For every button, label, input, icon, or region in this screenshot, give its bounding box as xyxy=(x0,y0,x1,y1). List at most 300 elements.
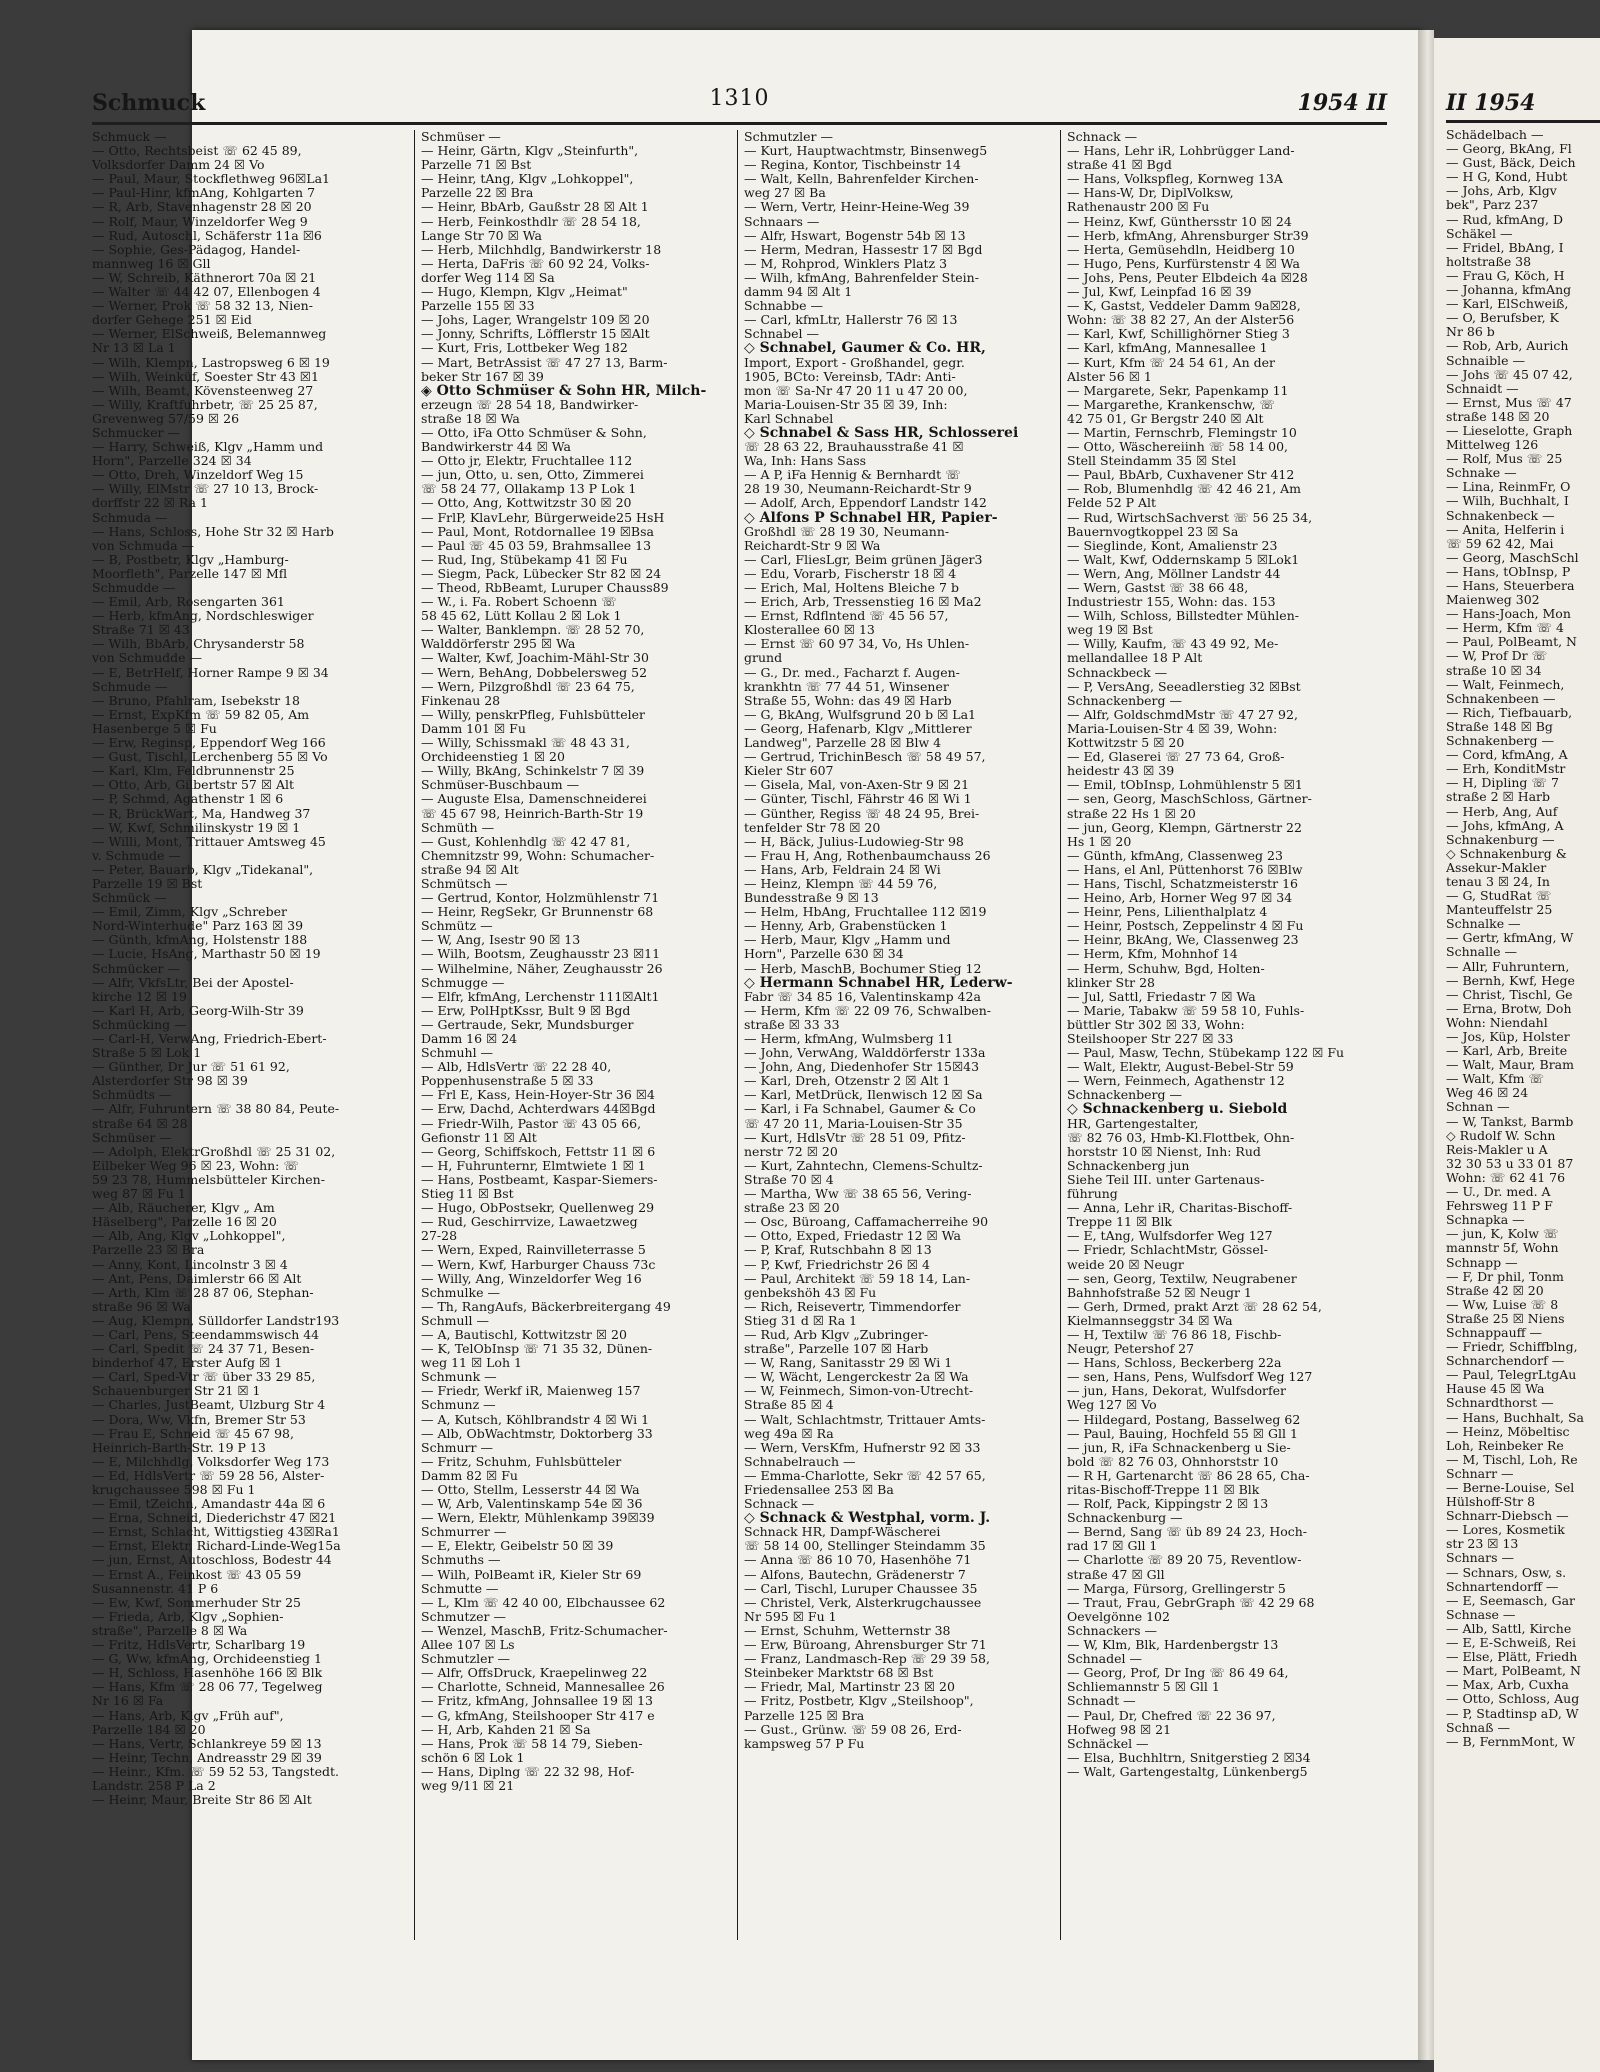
directory-entry-line: Parzelle 19 ☒ Bst xyxy=(92,876,203,891)
directory-entry-line: — Aug, Klempn, Sülldorfer Landstr193 xyxy=(92,1313,340,1328)
directory-entry-line: — Willy, Ang, Winzeldorfer Weg 16 xyxy=(421,1271,642,1286)
adjacent-entry-line: — Bernh, Kwf, Hege xyxy=(1446,973,1575,988)
directory-entry-line: ◇ Schnabel, Gaumer & Co. HR, xyxy=(744,341,986,356)
directory-entry-line: — Wilh, Weinküf, Soester Str 43 ☒1 xyxy=(92,369,319,384)
directory-entry-line: — Sophie, Ges-Pädagog, Handel- xyxy=(92,242,301,257)
directory-entry-line: Schmücker — xyxy=(92,961,180,976)
directory-entry-line: — Herb, Maur, Klgv „Hamm und xyxy=(744,933,951,948)
directory-entry-line: — Ernst A., Feinkost ☏ 43 05 59 xyxy=(92,1567,302,1582)
directory-entry-line: — Auguste Elsa, Damenschneiderei xyxy=(421,792,647,807)
adjacent-entry-line: — Jos, Küp, Holster xyxy=(1446,1030,1570,1044)
directory-entry-line: ◇ Hermann Schnabel HR, Lederw- xyxy=(744,975,1013,990)
directory-entry-line: Schmutzler — xyxy=(421,1652,510,1667)
directory-entry-line: krankhtn ☏ 77 44 51, Winsener xyxy=(744,679,949,694)
directory-entry-line: Schnack — xyxy=(1067,130,1138,144)
directory-entry-line: — Bernd, Sang ☏ üb 89 24 23, Hoch- xyxy=(1067,1525,1308,1540)
directory-entry-line: weg 27 ☒ Ba xyxy=(744,186,826,201)
directory-entry-line: — Erw, PolHptKssr, Bult 9 ☒ Bgd xyxy=(421,1003,631,1018)
directory-entry-line: Rathenaustr 200 ☒ Fu xyxy=(1067,200,1210,215)
directory-entry-line: — Wilh, BbArb, Chrysanderstr 58 xyxy=(92,637,305,652)
directory-entry-line: — W, Feinmech, Simon-von-Utrecht- xyxy=(744,1384,974,1399)
directory-entry-line: — Wern, Feinmech, Agathenstr 12 xyxy=(1067,1074,1285,1089)
directory-entry-line: Wohn: ☏ 38 82 27, An der Alster56 xyxy=(1067,313,1295,328)
directory-entry-line: von Schmudde — xyxy=(92,651,203,666)
adjacent-entry-line: — Rolf, Mus ☏ 25 xyxy=(1446,452,1563,467)
directory-entry-line: — Fritz, Postbetr, Klgv „Steilshoop", xyxy=(744,1694,974,1709)
directory-entry-line: Schmuths — xyxy=(421,1553,501,1568)
directory-entry-line: Grevenweg 57/59 ☒ 26 xyxy=(92,411,240,426)
directory-entry-line: Schnack HR, Dampf-Wäscherei xyxy=(744,1525,941,1540)
directory-entry-line: Schmutzler — xyxy=(744,130,833,144)
directory-entry-line: binderhof 47, Erster Aufg ☒ 1 xyxy=(92,1356,283,1371)
adjacent-entry-line: — E, Seemasch, Gar xyxy=(1446,1593,1576,1608)
adjacent-entry-line: Straße 25 ☒ Niens xyxy=(1446,1311,1565,1326)
adjacent-entry-line: — Walt, Maur, Bram xyxy=(1446,1058,1574,1073)
directory-entry-line: — Willy, ElMstr ☏ 27 10 13, Brock- xyxy=(92,482,319,497)
directory-entry-line: — Günth, kfmAng, Holstenstr 188 xyxy=(92,933,308,948)
directory-entry-line: — Karl, i Fa Schnabel, Gaumer & Co xyxy=(744,1102,976,1117)
adjacent-entry-line: — Lores, Kosmetik xyxy=(1446,1523,1565,1538)
directory-entry-line: — Wilh, PolBeamt iR, Kieler Str 69 xyxy=(421,1567,642,1582)
directory-entry-line: Horn", Parzelle 324 ☒ 34 xyxy=(92,454,252,469)
directory-entry-line: — Elfr, kfmAng, Lerchenstr 111☒Alt1 xyxy=(421,989,660,1004)
directory-entry-line: damm 94 ☒ Alt 1 xyxy=(744,285,853,300)
directory-entry-line: Schnackenberg — xyxy=(1067,693,1182,708)
directory-entry-line: Straße 5 ☒ Lok 1 xyxy=(92,1046,202,1061)
directory-entry-line: straße 23 ☒ 20 xyxy=(744,1201,840,1216)
directory-entry-line: — Rud, Arb Klgv „Zubringer- xyxy=(744,1327,929,1342)
adjacent-entry-line: — Cord, kfmAng, A xyxy=(1446,748,1568,763)
directory-entry-line: — Karl, Dreh, Otzenstr 2 ☒ Alt 1 xyxy=(744,1074,951,1089)
directory-entry-line: — Franz, Landmasch-Rep ☏ 29 39 58, xyxy=(744,1652,990,1667)
directory-entry-line: Schmunz — xyxy=(421,1398,496,1413)
directory-entry-line: Straße 71 ☒ 43 xyxy=(92,623,190,638)
directory-entry-line: Straße 70 ☒ 4 xyxy=(744,1172,834,1187)
adjacent-entry-line: — Schnars, Osw, s. xyxy=(1446,1565,1567,1580)
directory-entry-line: — Walt, Gartengestaltg, Lünkenberg5 xyxy=(1067,1764,1308,1779)
directory-entry-line: weg 19 ☒ Bst xyxy=(1067,623,1153,638)
directory-entry-line: Schmücking — xyxy=(92,1017,187,1032)
directory-entry-line: 58 45 62, Lütt Kollau 2 ☒ Lok 1 xyxy=(421,609,622,624)
directory-entry-line: — jun, Otto, u. sen, Otto, Zimmerei xyxy=(421,468,644,483)
adjacent-entry-line: — Georg, BkAng, Fl xyxy=(1446,142,1572,157)
directory-entry-line: schön 6 ☒ Lok 1 xyxy=(421,1750,525,1765)
adjacent-entry-line: — W, Tankst, Barmb xyxy=(1446,1114,1574,1129)
directory-entry-line: — Friedr, Mal, Martinstr 23 ☒ 20 xyxy=(744,1680,955,1695)
directory-entry-line: Schnackbeck — xyxy=(1067,665,1168,680)
adjacent-entry-line: Manteuffelstr 25 xyxy=(1446,903,1553,918)
directory-entry-line: — Arth, Klm ☏ 28 87 06, Stephan- xyxy=(92,1285,314,1300)
directory-entry-line: Schliemannstr 5 ☒ Gll 1 xyxy=(1067,1680,1220,1695)
directory-entry-line: Stell Steindamm 35 ☒ Stel xyxy=(1067,454,1237,469)
directory-entry-line: — Charles, JustBeamt, Ulzburg Str 4 xyxy=(92,1398,326,1413)
directory-entry-line: — Dora, Ww, Vkfn, Bremer Str 53 xyxy=(92,1412,306,1427)
directory-entry-line: — Walt, Elektr, August-Bebel-Str 59 xyxy=(1067,1060,1294,1075)
directory-entry-line: — Wern, Exped, Rainvilleterrasse 5 xyxy=(421,1243,646,1258)
directory-entry-line: von Schmuda — xyxy=(92,538,195,553)
directory-entry-line: — Heinr, BbArb, Gaußstr 28 ☒ Alt 1 xyxy=(421,200,649,215)
directory-entry-line: — Friedr, Werkf iR, Maienweg 157 xyxy=(421,1384,641,1399)
directory-entry-line: — Hans, Postbeamt, Kaspar-Siemers- xyxy=(421,1172,658,1187)
directory-entry-line: Schmugge — xyxy=(421,975,505,990)
directory-entry-line: erzeugn ☏ 28 54 18, Bandwirker- xyxy=(421,397,639,412)
directory-entry-line: — W, Schreib, Käthnerort 70a ☒ 21 xyxy=(92,270,317,285)
directory-entry-line: — Herta, DaFris ☏ 60 92 24, Volks- xyxy=(421,256,650,271)
adjacent-entry-line: Schnakenburg — xyxy=(1446,832,1555,847)
adjacent-entry-line: — Fridel, BbAng, I xyxy=(1446,240,1564,255)
directory-entry-line: — Ernst ☏ 60 97 34, Vo, Hs Uhlen- xyxy=(744,637,970,652)
adjacent-entry-line: Schnappauff — xyxy=(1446,1325,1542,1340)
adjacent-entry-line: — G, StudRat ☏ xyxy=(1446,889,1552,904)
directory-entry-line: — Erw, Dachd, Achterdwars 44☒Bgd xyxy=(421,1102,656,1117)
directory-entry-line: — Heinr, RegSekr, Gr Brunnenstr 68 xyxy=(421,905,654,920)
adjacent-entry-line: — Walt, Feinmech, xyxy=(1446,677,1565,692)
directory-entry-line: — Lucie, HsAng, Marthastr 50 ☒ 19 xyxy=(92,947,321,962)
adjacent-entry-line: Schnakenbeck — xyxy=(1446,508,1555,523)
directory-entry-line: — Georg, Hafenarb, Klgv „Mittlerer xyxy=(744,721,972,736)
directory-entry-line: Schmütz — xyxy=(421,919,493,934)
directory-entry-line: — Alfons, Bautechn, Grädenerstr 7 xyxy=(744,1567,966,1582)
directory-entry-line: — jun, Georg, Klempn, Gärtnerstr 22 xyxy=(1067,820,1302,835)
directory-entry-line: — Emma-Charlotte, Sekr ☏ 42 57 65, xyxy=(744,1468,986,1483)
directory-entry-line: — Hans, el Anl, Püttenhorst 76 ☒Blw xyxy=(1067,862,1303,877)
directory-entry-line: — Gerh, Drmed, prakt Arzt ☏ 28 62 54, xyxy=(1067,1299,1322,1314)
directory-entry-line: — Walt, Kelln, Bahrenfelder Kirchen- xyxy=(744,172,979,187)
directory-entry-line: — Carl-H, VerwAng, Friedrich-Ebert- xyxy=(92,1032,327,1046)
directory-entry-line: tenfelder Str 78 ☒ 20 xyxy=(744,820,881,835)
directory-entry-line: Parzelle 184 ☒ 20 xyxy=(92,1722,206,1737)
directory-entry-line: 42 75 01, Gr Bergstr 240 ☒ Alt xyxy=(1067,411,1264,426)
directory-entry-line: Fabr ☏ 34 85 16, Valentinskamp 42a xyxy=(744,989,981,1004)
directory-entry-line: — Otto, Ang, Kottwitzstr 30 ☒ 20 xyxy=(421,496,632,511)
directory-entry-line: — Georg, Prof, Dr Ing ☏ 86 49 64, xyxy=(1067,1666,1289,1681)
directory-entry-line: — Siegm, Pack, Lübecker Str 82 ☒ 24 xyxy=(421,566,662,581)
directory-entry-line: weg 11 ☒ Loh 1 xyxy=(421,1356,522,1371)
directory-entry-line: — K, TelObInsp ☏ 71 35 32, Dünen- xyxy=(421,1342,653,1357)
directory-entry-line: — Herm, kfmAng, Wulmsberg 11 xyxy=(744,1032,954,1046)
directory-entry-line: — Alb, Räucherer, Klgv „ Am xyxy=(92,1201,275,1216)
directory-entry-line: — Fritz, HdlsVertr, Scharlbarg 19 xyxy=(92,1638,306,1653)
adjacent-entry-line: — Ww, Luise ☏ 8 xyxy=(1446,1297,1559,1312)
directory-entry-line: — Alb, Ang, Klgv „Lohkoppel", xyxy=(92,1229,286,1244)
directory-entry-line: weg 49a ☒ Ra xyxy=(744,1426,834,1441)
directory-entry-line: krugchaussee 598 ☒ Fu 1 xyxy=(92,1483,256,1497)
directory-entry-line: — Wern, VersKfm, Hufnerstr 92 ☒ 33 xyxy=(744,1440,981,1455)
directory-entry-line: Parzelle 71 ☒ Bst xyxy=(421,158,532,173)
directory-entry-line: Schnadel — xyxy=(1067,1652,1142,1667)
adjacent-entry-line: Hülshoff-Str 8 xyxy=(1446,1495,1536,1510)
directory-entry-line: Damm 101 ☒ Fu xyxy=(421,721,526,736)
directory-entry-line: straße", Parzelle 107 ☒ Harb xyxy=(744,1342,929,1357)
directory-entry-line: Volksdorfer Damm 24 ☒ Vo xyxy=(92,158,265,173)
directory-entry-line: Nr 595 ☒ Fu 1 xyxy=(744,1609,837,1624)
adjacent-entry-line: — Hans, Buchhalt, Sa xyxy=(1446,1410,1585,1425)
directory-entry-line: — Margarethe, Krankenschw, ☏ xyxy=(1067,397,1276,412)
directory-entry-line: — Paul ☏ 45 03 59, Brahmsallee 13 xyxy=(421,538,652,553)
directory-entry-line: — A, Bautischl, Kottwitzstr ☒ 20 xyxy=(421,1327,627,1342)
directory-entry-line: — G, kfmAng, Steilshooper Str 417 e xyxy=(421,1708,655,1723)
directory-entry-line: — Wilh, Schloss, Billstedter Mühlen- xyxy=(1067,609,1299,624)
adjacent-entry-line: — Erh, KonditMstr xyxy=(1446,762,1566,777)
directory-entry-line: — Theod, RbBeamt, Luruper Chauss89 xyxy=(421,581,669,595)
directory-entry-line: — Regina, Kontor, Tischbeinstr 14 xyxy=(744,158,961,173)
directory-entry-line: — H, Bäck, Julius-Ludowieg-Str 98 xyxy=(744,834,964,849)
directory-entry-line: — jun, R, iFa Schnackenberg u Sie- xyxy=(1067,1440,1291,1455)
directory-entry-line: — Paul, Bauing, Hochfeld 55 ☒ Gll 1 xyxy=(1067,1426,1298,1441)
directory-entry-line: — Hans-W, Dr, DiplVolksw, xyxy=(1067,186,1234,201)
directory-entry-line: Nr 13 ☒ La 1 xyxy=(92,341,176,356)
adjacent-entry-line: 32 30 53 u 33 01 87 xyxy=(1446,1156,1574,1171)
page-header xyxy=(92,82,1387,116)
directory-entry-line: Schmüser-Buschbaum — xyxy=(421,778,580,793)
directory-entry-line: — E, tAng, Wulfsdorfer Weg 127 xyxy=(1067,1229,1273,1244)
directory-entry-line: ◇ Alfons P Schnabel HR, Papier- xyxy=(744,510,998,525)
directory-entry-line: Nr 16 ☒ Fa xyxy=(92,1694,164,1709)
directory-entry-line: Friedensallee 253 ☒ Ba xyxy=(744,1483,894,1497)
directory-entry-line: — Fritz, kfmAng, Johnsallee 19 ☒ 13 xyxy=(421,1694,653,1709)
directory-entry-line: — Hans, Vertr, Schlankreye 59 ☒ 13 xyxy=(92,1736,322,1751)
adjacent-entry-line: — Rob, Arb, Aurich xyxy=(1446,339,1569,354)
directory-entry-line: — Karl, kfmAng, Mannesallee 1 xyxy=(1067,341,1268,356)
adjacent-entry-line: Weg 46 ☒ 24 xyxy=(1446,1086,1529,1101)
directory-entry-line: — Paul-Hinr, kfmAng, Kohlgarten 7 xyxy=(92,186,316,201)
directory-entry-line: — Paul, Architekt ☏ 59 18 14, Lan- xyxy=(744,1271,971,1286)
directory-entry-line: — Carl, Pens, Steendammswisch 44 xyxy=(92,1327,320,1342)
directory-entry-line: nerstr 72 ☒ 20 xyxy=(744,1144,838,1159)
directory-entry-line: — Wern, Elektr, Mühlenkamp 39☒39 xyxy=(421,1511,655,1526)
adjacent-entry-line: — Gertr, kfmAng, W xyxy=(1446,931,1574,946)
directory-entry-line: kirche 12 ☒ 19 xyxy=(92,989,187,1004)
directory-entry-line: — Werner, Prok ☏ 58 32 13, Nien- xyxy=(92,299,313,314)
directory-entry-line: Damm 16 ☒ 24 xyxy=(421,1032,518,1046)
directory-entry-line: — W, Ang, Isestr 90 ☒ 13 xyxy=(421,933,581,948)
directory-entry-line: — Gust., Grünw. ☏ 59 08 26, Erd- xyxy=(744,1722,962,1737)
directory-entry-line: Häselberg", Parzelle 16 ☒ 20 xyxy=(92,1215,277,1230)
adjacent-entry-line: — W, Prof Dr ☏ xyxy=(1446,649,1548,664)
directory-entry-line: Hofweg 98 ☒ 21 xyxy=(1067,1722,1172,1737)
directory-entry-line: v. Schmude — xyxy=(92,848,181,863)
adjacent-entry-line: — Christ, Tischl, Ge xyxy=(1446,987,1573,1002)
directory-entry-line: — P, Schmd, Agathenstr 1 ☒ 6 xyxy=(92,792,284,807)
directory-entry-line: ☏ 28 63 22, Brauhausstraße 41 ☒ xyxy=(744,440,964,455)
adjacent-entry-line: Assekur-Makler xyxy=(1446,860,1547,875)
directory-entry-line: — Herm, Kfm ☏ 22 09 76, Schwalben- xyxy=(744,1003,991,1018)
directory-entry-line: — jun, Ernst, Autoschloss, Bodestr 44 xyxy=(92,1553,332,1568)
directory-entry-line: — Carl, Spedit ☏ 24 37 71, Besen- xyxy=(92,1342,315,1357)
adjacent-entry-line: Schnarr — xyxy=(1446,1466,1514,1481)
directory-entry-line: Stieg 11 ☒ Bst xyxy=(421,1187,514,1202)
column-3 xyxy=(737,130,1054,1940)
adjacent-entry-line: straße 2 ☒ Harb xyxy=(1446,790,1551,805)
directory-entry-line: — Rud, Geschirrvize, Lawaetzweg xyxy=(421,1215,638,1230)
directory-entry-line: Lange Str 70 ☒ Wa xyxy=(421,228,542,243)
directory-entry-line: Neugr, Petershof 27 xyxy=(1067,1342,1195,1357)
directory-entry-line: — Herb, MaschB, Bochumer Stieg 12 xyxy=(744,961,982,976)
directory-entry-line: — Rolf, Maur, Winzeldorfer Weg 9 xyxy=(92,214,308,229)
adjacent-entry-line: str 23 ☒ 13 xyxy=(1446,1537,1519,1552)
directory-entry-line: — Heinr, Pens, Lilienthalplatz 4 xyxy=(1067,905,1268,920)
directory-entry-line: — Traut, Frau, GebrGraph ☏ 42 29 68 xyxy=(1067,1595,1315,1610)
directory-entry-line: — Otto, Rechtsbeist ☏ 62 45 89, xyxy=(92,144,302,159)
directory-entry-line: — Hans, Diplng ☏ 22 32 98, Hof- xyxy=(421,1764,635,1779)
directory-entry-line: Steinbeker Marktstr 68 ☒ Bst xyxy=(744,1666,934,1681)
directory-entry-line: — Frieda, Arb, Klgv „Sophien- xyxy=(92,1609,284,1624)
directory-entry-line: — G, Ww, kfmAng, Orchideenstieg 1 xyxy=(92,1652,322,1667)
page-number: 1310 xyxy=(709,86,770,111)
directory-entry-line: Moorfleth", Parzelle 147 ☒ Mfl xyxy=(92,566,288,581)
adjacent-entry-line: — Johanna, kfmAng xyxy=(1446,283,1572,298)
adjacent-entry-line: — H, Dipling ☏ 7 xyxy=(1446,776,1559,791)
directory-entry-line: — Bruno, Pfahlram, Isebekstr 18 xyxy=(92,693,300,708)
directory-entry-line: — Erna, Schneid, Diederichstr 47 ☒21 xyxy=(92,1511,337,1526)
directory-entry-line: weg 9/11 ☒ 21 xyxy=(421,1778,515,1793)
column-1 xyxy=(92,130,402,1940)
directory-entry-line: dorffstr 22 ☒ Ra 1 xyxy=(92,496,208,511)
directory-entry-line: Schmurr — xyxy=(421,1440,493,1455)
directory-entry-line: — Erich, Mal, Holtens Bleiche 7 b xyxy=(744,581,959,595)
directory-entry-line: — Gust, Tischl, Lerchenberg 55 ☒ Vo xyxy=(92,750,328,765)
directory-entry-line: Siehe Teil III. unter Gartenaus- xyxy=(1067,1172,1265,1187)
directory-entry-line: mellandallee 18 P Alt xyxy=(1067,651,1203,666)
directory-entry-line: — Paul, Mont, Rotdornallee 19 ☒Bsa xyxy=(421,524,654,539)
directory-entry-line: Schmutte — xyxy=(421,1581,499,1596)
adjacent-entry-line: — Paul, PolBeamt, N xyxy=(1446,635,1577,650)
directory-entry-line: Schmüser — xyxy=(421,130,501,144)
directory-entry-line: — Herm, Medran, Hassestr 17 ☒ Bgd xyxy=(744,242,983,257)
directory-entry-line: — Alfr, OffsDruck, Kraepelinweg 22 xyxy=(421,1666,648,1681)
directory-entry-line: Import, Export - Großhandel, gegr. xyxy=(744,355,965,370)
directory-entry-line: — Johs, Pens, Peuter Elbdeich 4a ☒28 xyxy=(1067,270,1308,285)
directory-entry-line: Schnack — xyxy=(744,1497,815,1512)
directory-entry-line: Schmurrer — xyxy=(421,1525,507,1540)
directory-entry-line: Landstr. 258 P La 2 xyxy=(92,1778,216,1793)
adjacent-entry-line: Hause 45 ☒ Wa xyxy=(1446,1382,1545,1397)
directory-entry-line: Schauenburger Str 21 ☒ 1 xyxy=(92,1384,261,1399)
adjacent-entry-line: — M, Tischl, Loh, Re xyxy=(1446,1452,1578,1467)
adjacent-entry-line: Schnaible — xyxy=(1446,353,1525,368)
directory-entry-line: dorfer Weg 114 ☒ Sa xyxy=(421,270,555,285)
directory-entry-line: — Emil, Arb, Rosengarten 361 xyxy=(92,595,285,610)
directory-entry-line: Schmück — xyxy=(92,891,167,906)
directory-entry-line: Parzelle 23 ☒ Bra xyxy=(92,1243,205,1258)
directory-entry-line: — Th, RangAufs, Bäckerbreitergang 49 xyxy=(421,1299,671,1314)
adjacent-entry-line: — Karl, Arb, Breite xyxy=(1446,1044,1568,1059)
adjacent-entry-line: — Heinz, Möbeltisc xyxy=(1446,1424,1570,1439)
directory-entry-line: — Alfr, Hswart, Bogenstr 54b ☒ 13 xyxy=(744,228,966,243)
directory-entry-line: weide 20 ☒ Neugr xyxy=(1067,1257,1184,1272)
directory-entry-line: Orchideenstieg 1 ☒ 20 xyxy=(421,750,565,765)
directory-entry-line: klinker Str 28 xyxy=(1067,975,1155,990)
directory-entry-line: — Hans, Tischl, Schatzmeisterstr 16 xyxy=(1067,876,1299,891)
adjacent-entry-line: — Else, Plätt, Friedh xyxy=(1446,1650,1578,1665)
adjacent-entry-line: — E, E-Schweiß, Rei xyxy=(1446,1636,1576,1651)
directory-entry-line: — Heinr, BkAng, We, Classenweg 23 xyxy=(1067,933,1299,948)
directory-entry-line: 59 23 78, Hummelsbütteler Kirchen- xyxy=(92,1172,325,1187)
directory-entry-line: — Wilh, Klempn, Lastropsweg 6 ☒ 19 xyxy=(92,355,330,370)
directory-entry-line: — Heinr., Kfm. ☏ 59 52 53, Tangstedt. xyxy=(92,1764,340,1779)
directory-entry-line: Finkenau 28 xyxy=(421,693,501,708)
adjacent-entry-line: — U., Dr. med. A xyxy=(1446,1185,1551,1200)
directory-entry-line: — Herm, Kfm, Mohnhof 14 xyxy=(1067,947,1238,962)
directory-entry-line: Schnackenberg jun xyxy=(1067,1158,1190,1173)
directory-entry-line: Schmucker — xyxy=(92,425,180,440)
adjacent-entry-line: straße 148 ☒ 20 xyxy=(1446,409,1550,424)
directory-entry-line: — Marga, Fürsorg, Grellingerstr 5 xyxy=(1067,1581,1286,1596)
directory-entry-line: — Elsa, Buchhltrn, Snitgerstieg 2 ☒34 xyxy=(1067,1750,1311,1765)
directory-entry-line: ☏ 47 20 11, Maria-Louisen-Str 35 xyxy=(744,1116,963,1131)
directory-entry-line: — Emil, tObInsp, Lohmühlenstr 5 ☒1 xyxy=(1067,778,1303,793)
adjacent-entry-line: Fehrsweg 11 P F xyxy=(1446,1199,1553,1214)
directory-entry-line: — Henny, Arb, Grabenstücken 1 xyxy=(744,919,948,934)
directory-entry-line: — Wilh, Beamt, Kövensteenweg 27 xyxy=(92,383,314,398)
directory-entry-line: mon ☏ Sa-Nr 47 20 11 u 47 20 00, xyxy=(744,383,968,398)
adjacent-entry-line: — H G, Kond, Hubt xyxy=(1446,170,1568,185)
directory-entry-line: — Walter, Kwf, Joachim-Mähl-Str 30 xyxy=(421,651,649,666)
adjacent-entry-line: — Berne-Louise, Sel xyxy=(1446,1481,1575,1495)
directory-entry-line: — E, Milchhdlg, Volksdorfer Weg 173 xyxy=(92,1454,330,1469)
directory-entry-line: — Heinr, Gärtn, Klgv „Steinfurth", xyxy=(421,144,639,159)
adjacent-page xyxy=(1434,38,1600,2072)
adjacent-entry-line: — Otto, Schloss, Aug xyxy=(1446,1692,1580,1707)
directory-entry-line: Schmuck — xyxy=(92,130,167,144)
adjacent-entry-line: Schnalle — xyxy=(1446,945,1517,960)
adjacent-entry-line: — Walt, Kfm ☏ xyxy=(1446,1072,1545,1087)
directory-entry-line: — Mart, BetrAssist ☏ 47 27 13, Barm- xyxy=(421,355,668,370)
directory-entry-line: — Otto, iFa Otto Schmüser & Sohn, xyxy=(421,425,647,440)
adjacent-entry-line: Schnartendorff — xyxy=(1446,1579,1559,1594)
directory-entry-line: — M, Rohprod, Winklers Platz 3 xyxy=(744,256,948,271)
directory-entry-line: — Martha, Ww ☏ 38 65 56, Vering- xyxy=(744,1187,972,1202)
directory-entry-line: 1905, BCto: Vereinsb, TAdr: Anti- xyxy=(744,369,956,384)
directory-entry-line: — Rud, Autoschl, Schäferstr 11a ☒6 xyxy=(92,228,322,243)
directory-entry-line: — H, Textilw ☏ 76 86 18, Fischb- xyxy=(1067,1327,1282,1342)
adjacent-entry-line: — Lina, ReinmFr, O xyxy=(1446,480,1571,495)
directory-entry-line: Schmulke — xyxy=(421,1285,500,1300)
adjacent-entry-line: — Alb, Sattl, Kirche xyxy=(1446,1621,1572,1636)
adjacent-entry-line: mannstr 5f, Wohn xyxy=(1446,1241,1559,1256)
directory-entry-line: — Charlotte ☏ 89 20 75, Reventlow- xyxy=(1067,1553,1302,1568)
directory-entry-line: — Erich, Arb, Tressenstieg 16 ☒ Ma2 xyxy=(744,595,982,610)
adjacent-entry-line: holtstraße 38 xyxy=(1446,254,1532,269)
directory-entry-line: Kielmannseggstr 34 ☒ Wa xyxy=(1067,1313,1233,1328)
directory-entry-line: Poppenhusenstraße 5 ☒ 33 xyxy=(421,1074,594,1089)
directory-entry-line: — R H, Gartenarcht ☏ 86 28 65, Cha- xyxy=(1067,1468,1310,1483)
directory-entry-line: Schnackenberg — xyxy=(1067,1088,1182,1103)
adjacent-entry-line: — jun, K, Kolw ☏ xyxy=(1446,1227,1559,1242)
directory-entry-line: Schmudde — xyxy=(92,581,176,595)
directory-entry-line: Stieg 31 d ☒ Ra 1 xyxy=(744,1313,858,1328)
directory-entry-line: Kieler Str 607 xyxy=(744,764,834,779)
adjacent-entry-line: — Rich, Tiefbauarb, xyxy=(1446,705,1573,720)
directory-entry-line: — Frl E, Kass, Hein-Hoyer-Str 36 ☒4 xyxy=(421,1088,655,1103)
directory-entry-line: — H, Schloss, Hasenhöhe 166 ☒ Blk xyxy=(92,1666,323,1681)
adjacent-entry-line: Schäkel — xyxy=(1446,226,1513,241)
directory-entry-line: — Ed, HdlsVertr ☏ 59 28 56, Alster- xyxy=(92,1468,325,1483)
directory-entry-line: — Paul, BbArb, Cuxhavener Str 412 xyxy=(1067,468,1295,483)
adjacent-entry-line: Wohn: ☏ 62 41 76 xyxy=(1446,1170,1566,1185)
adjacent-entry-line: Schnakenberg — xyxy=(1446,734,1554,749)
directory-entry-line: Schmunk — xyxy=(421,1370,497,1385)
directory-entry-line: rad 17 ☒ Gll 1 xyxy=(1067,1539,1158,1554)
directory-entry-line: Treppe 11 ☒ Blk xyxy=(1067,1215,1172,1230)
directory-entry-line: — Ernst, Rdflntend ☏ 45 56 57, xyxy=(744,609,949,624)
directory-entry-line: — Ew, Kwf, Sommerhuder Str 25 xyxy=(92,1595,301,1610)
directory-entry-line: — B, Postbetr, Klgv „Hamburg- xyxy=(92,552,289,567)
directory-entry-line: — Hans, Kfm ☏ 28 06 77, Tegelweg xyxy=(92,1680,323,1695)
directory-entry-line: — Hans, Schloss, Hohe Str 32 ☒ Harb xyxy=(92,524,334,539)
adjacent-entry-line: — Anita, Helferin i xyxy=(1446,522,1565,537)
directory-entry-line: — Ernst, Elektr, Richard-Linde-Weg15a xyxy=(92,1539,341,1554)
